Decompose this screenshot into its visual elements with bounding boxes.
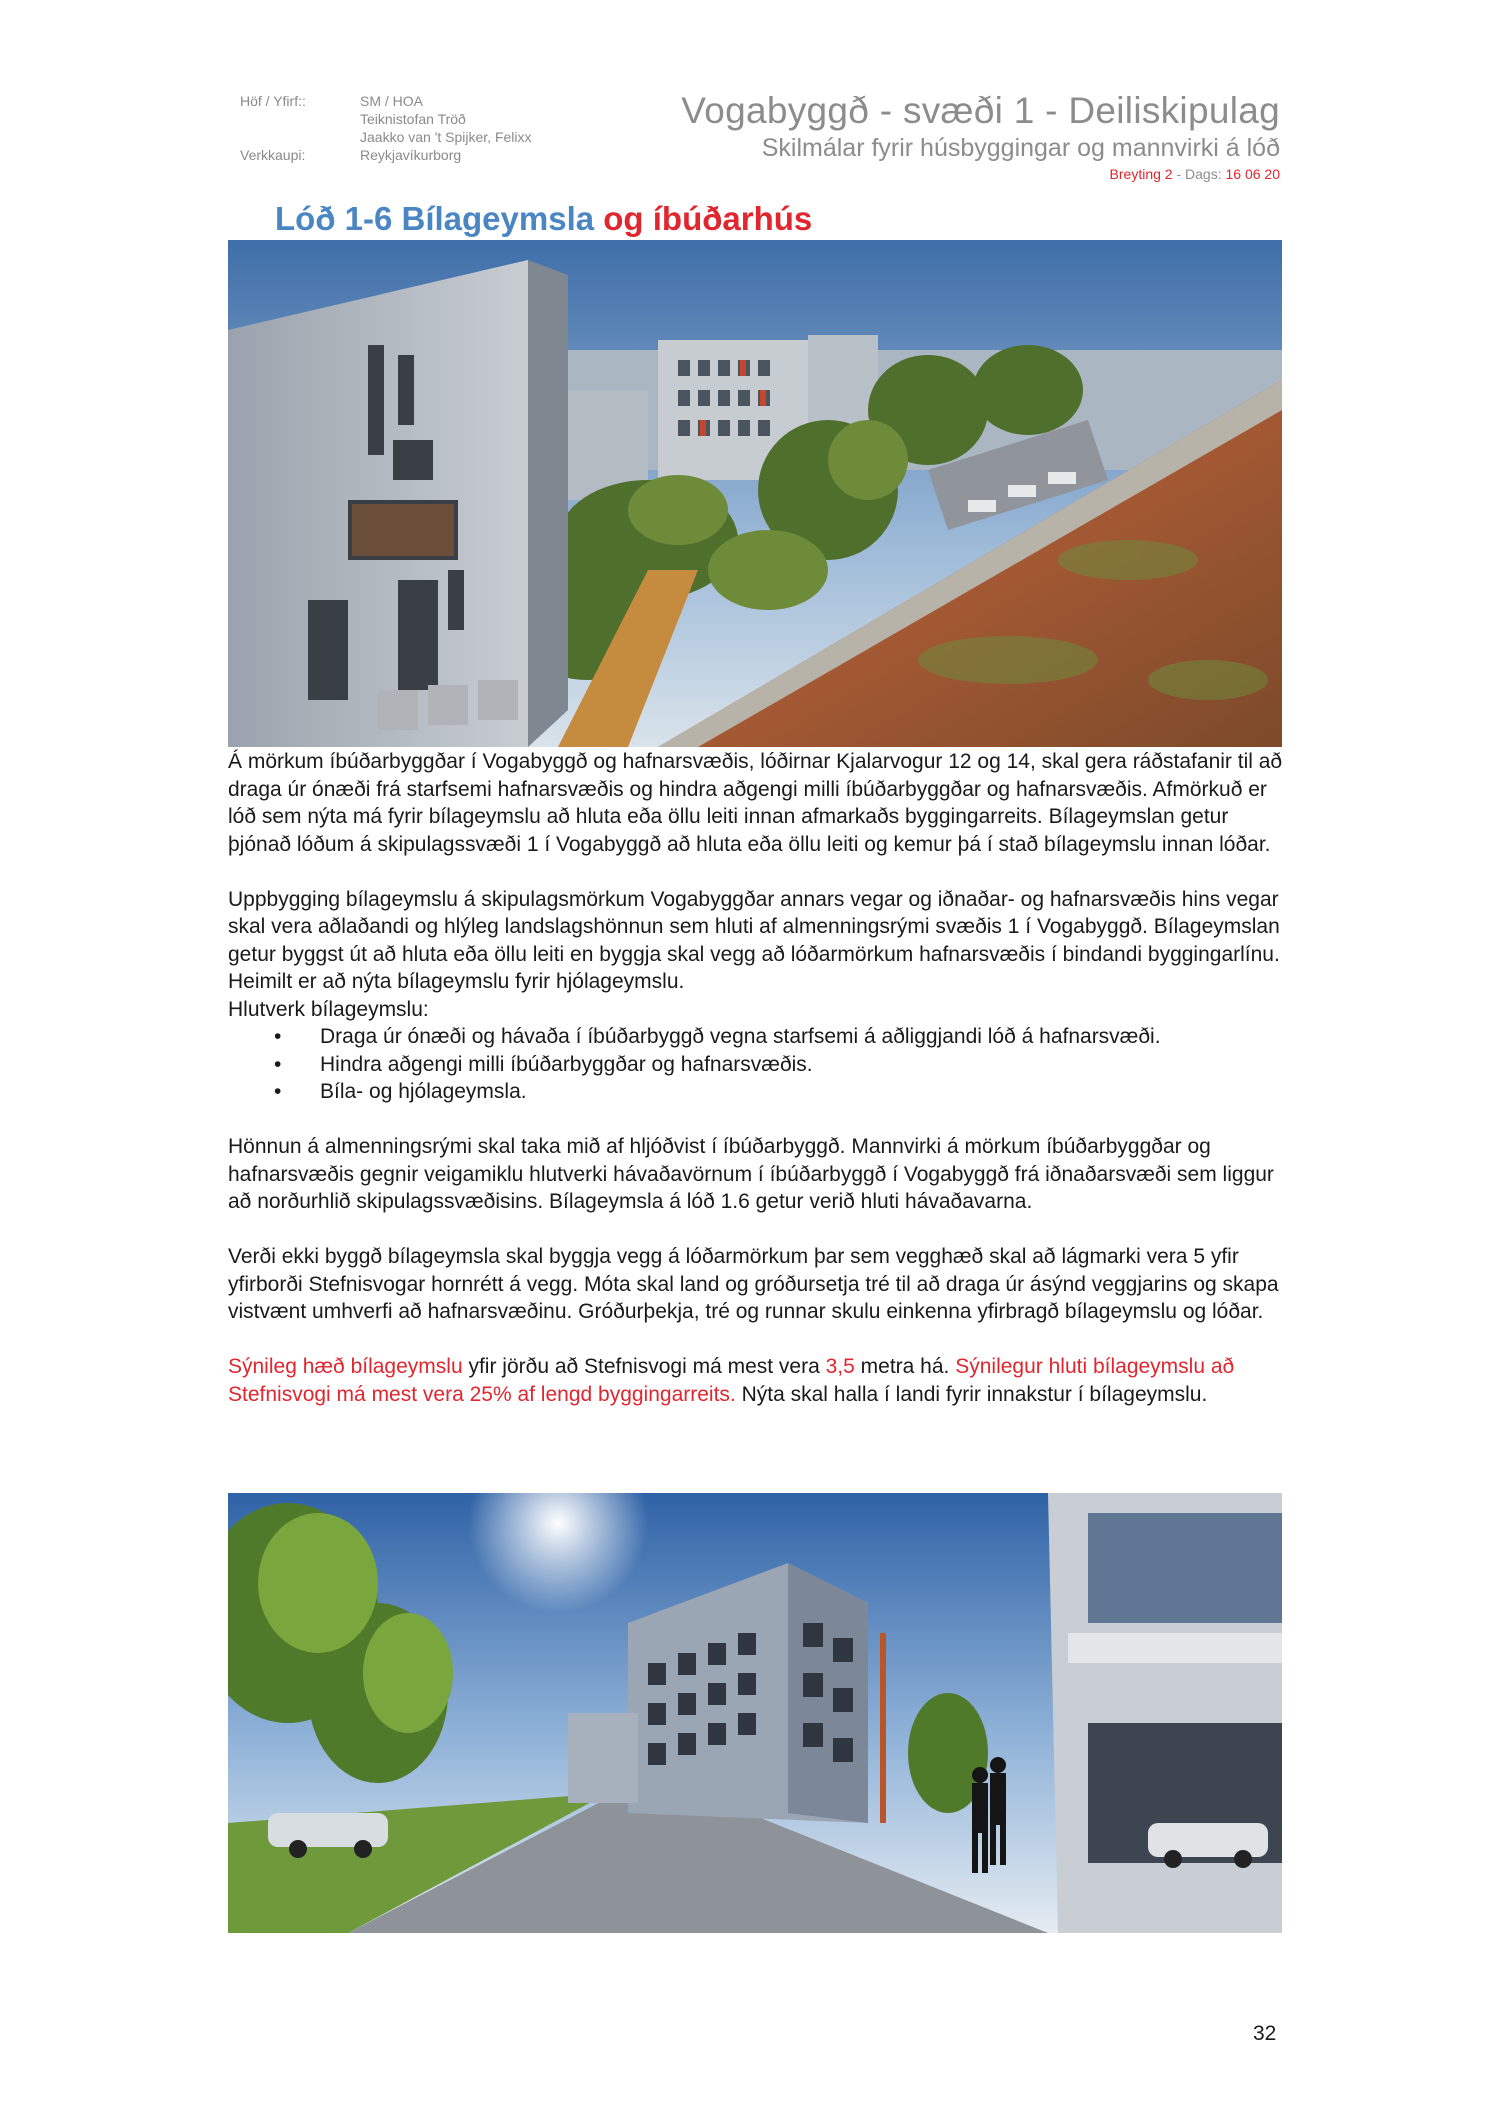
height-value: 3,5 bbox=[825, 1355, 855, 1378]
paragraph-1: Á mörkum íbúðarbyggðar í Vogabyggð og hafnarsvæðis, lóðirnar Kjalarvogur 12 og 14, skal gera ráðstafanir til að draga úr ónæði frá starfsemi hafnarsvæðis og hindra aðgengi milli íbúðarbyggðar og hafnarsvæðis. Afmörkuð er lóð sem nýta má fyrir bílageymslu að hluta eða öllu leiti innan afmarkaðs byggingarreits. Bílageymslan getur þjónað lóðum á skipulagssvæði 1 í Vogabyggð að hluta eða öllu leiti og kemur þá í stað bílageymslu innan lóðar. bbox=[228, 750, 1283, 856]
paragraph-3: Hönnun á almenningsrými skal taka mið af hljóðvist í íbúðarbyggð. Mannvirki á mörkum íbúðarbyggðar og hafnarsvæðis gegnir veigamiklu hlutverki hávaðavörnum í íbúðarbyggð í Vogabyggð frá iðnaðarsvæði sem liggur að norðurhlið skipulagssvæðisins. Bílageymsla á lóð 1.6 getur verið hluti hávaðavarna. bbox=[228, 1135, 1274, 1213]
document-title: Vogabyggð - svæði 1 - Deiliskipulag bbox=[681, 90, 1280, 131]
role-list bbox=[228, 1023, 1288, 1106]
p5-text-f: Nýta skal halla í landi fyrir innakstur í bílageymslu. bbox=[735, 1382, 1208, 1406]
revision-label: Breyting 2 bbox=[1109, 166, 1173, 182]
list-item: • Draga úr ónæði og hávaða í íbúðarbyggð vegna starfsemi á aðliggjandi lóð á hafnarsvæði. bbox=[228, 1023, 1288, 1051]
page-number: 32 bbox=[1253, 2022, 1277, 2045]
section-heading bbox=[275, 200, 812, 238]
list-label: Hlutverk bílageymslu: bbox=[228, 997, 429, 1021]
heading-part-blue: Lóð 1-6 Bílageymsla bbox=[275, 200, 595, 237]
list-item: • Bíla- og hjólageymsla. bbox=[228, 1078, 1288, 1106]
top-render-image bbox=[228, 240, 1282, 747]
visible-part-rule: Sýnilegur hluti bílageymslu að Stefnisvogi má mest vera 25% af lengd byggingarreits. bbox=[228, 1355, 1235, 1406]
author-line-2: Teiknistofan Tröð bbox=[360, 111, 466, 127]
list-item: • Hindra aðgengi milli íbúðarbyggðar og hafnarsvæðis. bbox=[228, 1051, 1288, 1079]
client-value: Reykjavíkurborg bbox=[360, 147, 462, 163]
heading-part-red: og íbúðarhús bbox=[594, 200, 813, 237]
paragraph-4: Verði ekki byggð bílageymsla skal byggja vegg á lóðarmörkum þar sem vegghæð skal að lágmarki vera 5 yfir yfirborði Stefnisvogar hornrétt á vegg. Móta skal land og gróðursetja tré til að draga úr ásýnd veggjarins og skapa vistvænt umhverfi að hafnarsvæðinu. Gróðurþekja, tré og runnar skulu einkenna yfirbragð bílageymslu og lóðar. bbox=[228, 1245, 1279, 1323]
paragraph-5 bbox=[228, 1353, 1288, 1408]
document-subtitle: Skilmálar fyrir húsbyggingar og mannvirki á lóð bbox=[761, 134, 1280, 162]
p5-text-b: yfir jörðu að Stefnisvogi má mest vera bbox=[462, 1355, 826, 1378]
revision-date: 16 06 20 bbox=[1225, 166, 1280, 182]
visible-height-term: Sýnileg hæð bílageymslu bbox=[228, 1355, 463, 1378]
body-text bbox=[228, 748, 1288, 1436]
author-line-3: Jaakko van 't Spijker, Felixx bbox=[360, 129, 532, 145]
author-line-1: SM / HOA bbox=[360, 93, 424, 109]
revision-info bbox=[1110, 166, 1280, 182]
client-label: Verkkaupi: bbox=[240, 147, 306, 163]
bottom-render-image bbox=[228, 1493, 1282, 1933]
revision-separator: - Dags: bbox=[1172, 166, 1226, 182]
author-label: Höf / Yfirf:: bbox=[240, 93, 306, 109]
paragraph-2: Uppbygging bílageymslu á skipulagsmörkum Vogabyggðar annars vegar og iðnaðar- og hafnarsvæðis hins vegar skal vera aðlaðandi og hlýleg landslagshönnun sem hluti af almenningsrými svæðis 1 í Vogabyggð. Bílageymslan getur byggst út að hluta eða öllu leiti en byggja skal vegg að lóðarmörkum hafnarsvæðis í bindandi byggingarlínu. Heimilt er að nýta bílageymslu fyrir hjólageymslu. bbox=[228, 887, 1280, 993]
p5-text-d: metra há. bbox=[854, 1355, 956, 1378]
